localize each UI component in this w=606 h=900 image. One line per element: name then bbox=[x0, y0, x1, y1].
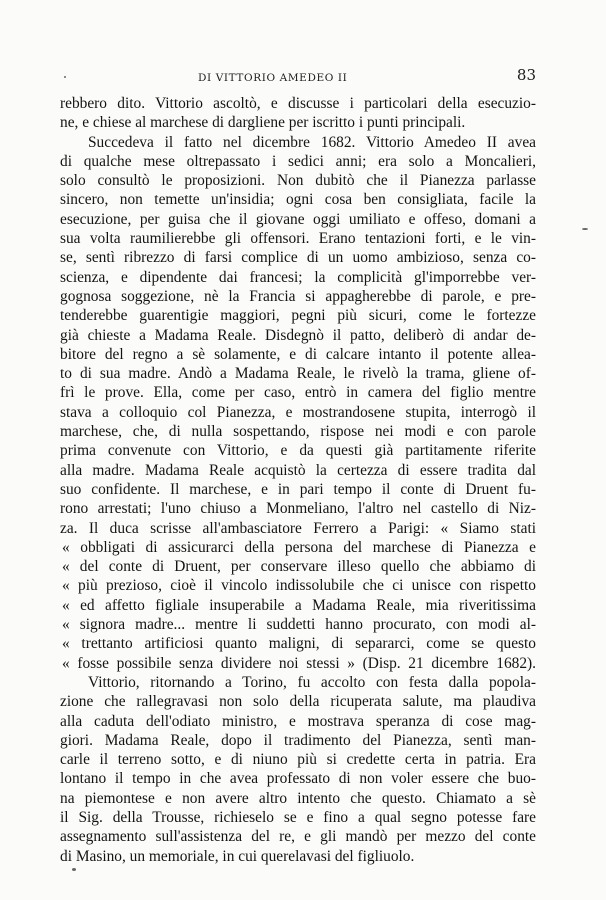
text-line: to di sua madre. Andò a Madama Reale, le rivelò la trama, gliene of- bbox=[60, 365, 536, 383]
text-line: Vittorio, ritornando a Torino, fu accolto con festa dalla popola- bbox=[88, 673, 536, 691]
text-line: rebbero dito. Vittorio ascoltò, e discusse i particolari della esecuzio- bbox=[60, 95, 536, 112]
text-line: solo consultò le proposizioni. Non dubitò che il Pianezza parlasse bbox=[60, 172, 536, 190]
text-line: bitore del regno a sè solamente, e di calcare intanto il potente allea- bbox=[60, 345, 536, 363]
quote-line: « signora madre... mentre li suddetti hanno procurato, con modi al- bbox=[62, 616, 536, 634]
text-line: carle il terreno sotto, e di niuno più si credette certa in patria. Era bbox=[60, 751, 536, 769]
quote-line: « del conte di Druent, per conservare illeso quello che abbiamo di bbox=[62, 558, 536, 576]
text-line: prima convenute con Vittorio, e da questi già partitamente riferite bbox=[60, 442, 536, 460]
text-line: alla madre. Madama Reale acquistò la certezza di essere tradita dal bbox=[60, 461, 536, 479]
text-line: il Sig. della Trousse, richieselo se e fino a qual segno potesse fare bbox=[60, 808, 536, 826]
text-line: giori. Madama Reale, dopo il tradimento del Pianezza, sentì man- bbox=[60, 731, 536, 749]
text-line: za. Il duca scrisse all'ambasciatore Ferrero a Parigi: « Siamo stati bbox=[60, 519, 536, 537]
text-line: na piemontese e non avere altro intento che questo. Chiamato a sè bbox=[60, 789, 536, 807]
text-line: marchese, che, di nulla sospettando, rispose nei modi e con parole bbox=[60, 423, 536, 441]
running-title: DI VITTORIO AMEDEO II bbox=[198, 72, 348, 84]
quote-line: « ed affetto figliale insuperabile a Madama Reale, mia riveritissima bbox=[62, 596, 536, 614]
paper-speck bbox=[72, 868, 76, 871]
text-line: gognosa soggezione, nè la Francia si appagherebbe di parole, e pre- bbox=[60, 287, 536, 305]
text-line: scienza, e dipendente dai francesi; la complicità gl'imporrebbe ver- bbox=[60, 268, 536, 286]
page-number: 83 bbox=[516, 66, 536, 84]
text-line: suo confidente. Il marchese, e in pari tempo il conte di Druent fu- bbox=[60, 480, 536, 498]
text-line: sua volta raumilierebbe gli offensori. Erano tentazioni forti, e le vin- bbox=[60, 230, 536, 248]
text-line: rono arrestati; l'uno chiuso a Monmeliano, l'altro nel castello di Niz- bbox=[60, 500, 536, 518]
text-line: alla caduta dell'odiato ministro, e mostrava speranza di cose mag- bbox=[60, 712, 536, 730]
text-line: se, sentì ribrezzo di farsi complice di un uomo ambizioso, senza co- bbox=[60, 249, 536, 267]
paper-speck bbox=[582, 228, 588, 230]
paper-speck bbox=[64, 76, 66, 78]
text-line: già chieste a Madama Reale. Disdegnò il patto, deliberò di andar de- bbox=[60, 326, 536, 344]
body-text bbox=[60, 94, 536, 866]
text-line: sincero, non temette un'insidia; ogni cosa ben consigliata, facile la bbox=[60, 191, 536, 209]
text-line: assegnamento sull'assistenza del re, e gli mandò per mezzo del conte bbox=[60, 828, 536, 846]
quote-line: « trettanto artificiosi quanto maligni, di separarci, come se questo bbox=[62, 635, 536, 653]
text-line: Succedeva il fatto nel dicembre 1682. Vittorio Amedeo II avea bbox=[88, 133, 536, 151]
text-line: stava a colloquio col Pianezza, e mostrandosene stupita, interrogò il bbox=[60, 403, 536, 421]
text-line: di qualche mese oltrepassato i sedici anni; era solo a Moncalieri, bbox=[60, 152, 536, 170]
quote-line: « fosse possibile senza dividere noi stessi » (Disp. 21 dicembre 1682). bbox=[62, 654, 536, 672]
quote-line: « più prezioso, cioè il vincolo indissolubile che ci unisce con rispetto bbox=[62, 577, 536, 595]
text-line: zione che rallegravasi non solo della ricuperata salute, ma plaudiva bbox=[60, 693, 536, 711]
quote-line: « obbligati di assicurarci della persona del marchese di Pianezza e bbox=[62, 538, 536, 556]
text-line: di Masino, un memoriale, in cui querelavasi del figliuolo. bbox=[60, 847, 415, 865]
text-line: ne, e chiese al marchese di dargliene per iscritto i punti principali. bbox=[60, 114, 466, 132]
text-line: esecuzione, per guisa che il giovane oggi umiliato e offeso, domani a bbox=[60, 210, 536, 228]
text-line: frì le prove. Ella, come per caso, entrò in camera del figlio mentre bbox=[60, 384, 536, 402]
text-line: lontano il tempo in che avea professato di non voler essere che buo- bbox=[60, 770, 536, 788]
page-header bbox=[60, 66, 536, 86]
text-line: tenderebbe guarentigie maggiori, pegni più sicuri, come le fortezze bbox=[60, 307, 536, 325]
